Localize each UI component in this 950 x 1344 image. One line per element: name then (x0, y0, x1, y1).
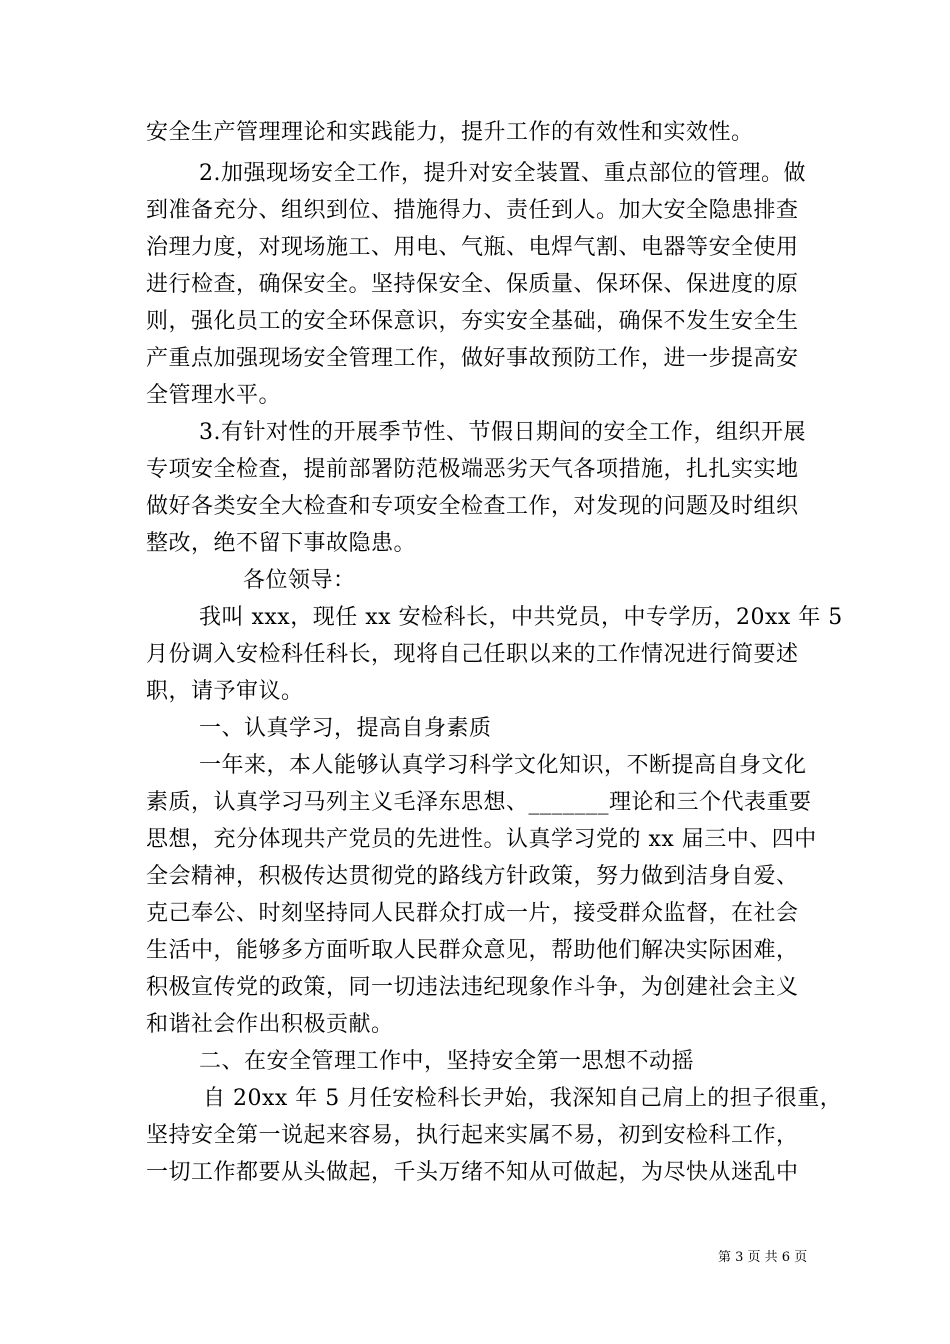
text-line: 全会精神，积极传达贯彻党的路线方针政策，努力做到洁身自爱、 (146, 864, 799, 889)
section-heading: 一、认真学习，提高自身素质 (199, 716, 492, 741)
text-line: 则，强化员工的安全环保意识，夯实安全基础，确保不发生安全生 (146, 309, 799, 334)
text-line: 产重点加强现场安全管理工作，做好事故预防工作，进一步提高安 (146, 346, 799, 371)
page-number: 第 3 页 共 6 页 (718, 1250, 808, 1265)
text-line: 治理力度，对现场施工、用电、气瓶、电焊气割、电器等安全使用 (146, 235, 799, 260)
text-line: 坚持安全第一说起来容易，执行起来实属不易，初到安检科工作， (146, 1123, 799, 1148)
text-line: 进行检查，确保安全。坚持保安全、保质量、保环保、保进度的原 (146, 272, 799, 297)
text-line: 和谐社会作出积极贡献。 (146, 1012, 394, 1037)
text-line: 我叫 xxx，现任 xx 安检科长，中共党员，中专学历，20xx 年 5 (199, 605, 843, 630)
text-line: 一年来，本人能够认真学习科学文化知识，不断提高自身文化 (199, 753, 807, 778)
text-line: 到准备充分、组织到位、措施得力、责任到人。加大安全隐患排查 (146, 198, 799, 223)
text-line: 生活中，能够多方面听取人民群众意见，帮助他们解决实际困难， (146, 938, 799, 963)
text-line: 月份调入安检科任科长，现将自己任职以来的工作情况进行简要述 (146, 642, 799, 667)
text-line: 全管理水平。 (146, 383, 282, 408)
salutation: 各位领导： (243, 568, 356, 593)
text-line: 2.加强现场安全工作，提升对安全装置、重点部位的管理。做 (199, 161, 806, 186)
text-line: 专项安全检查，提前部署防范极端恶劣天气各项措施，扎扎实实地 (146, 457, 799, 482)
text-line: 自 20xx 年 5 月任安检科长尹始，我深知自己肩上的担子很重， (203, 1086, 843, 1111)
text-line: 安全生产管理理论和实践能力，提升工作的有效性和实效性。 (146, 120, 754, 145)
text-line: 思想，充分体现共产党员的先进性。认真学习党的 xx 届三中、四中 (146, 827, 817, 852)
text-line: 积极宣传党的政策，同一切违法违纪现象作斗争，为创建社会主义 (146, 975, 799, 1000)
text-line: 3.有针对性的开展季节性、节假日期间的安全工作，组织开展 (199, 420, 806, 445)
text-line: 职，请予审议。 (146, 679, 304, 704)
text-line: 一切工作都要从头做起，千头万绪不知从可做起，为尽快从迷乱中 (146, 1160, 799, 1185)
text-line: 素质，认真学习马列主义毛泽东思想、_______理论和三个代表重要 (146, 790, 812, 815)
text-line: 整改，绝不留下事故隐患。 (146, 531, 417, 556)
section-heading: 二、在安全管理工作中，坚持安全第一思想不动摇 (199, 1049, 695, 1074)
text-line: 克己奉公、时刻坚持同人民群众打成一片，接受群众监督，在社会 (146, 901, 799, 926)
text-line: 做好各类安全大检查和专项安全检查工作，对发现的问题及时组织 (146, 494, 799, 519)
